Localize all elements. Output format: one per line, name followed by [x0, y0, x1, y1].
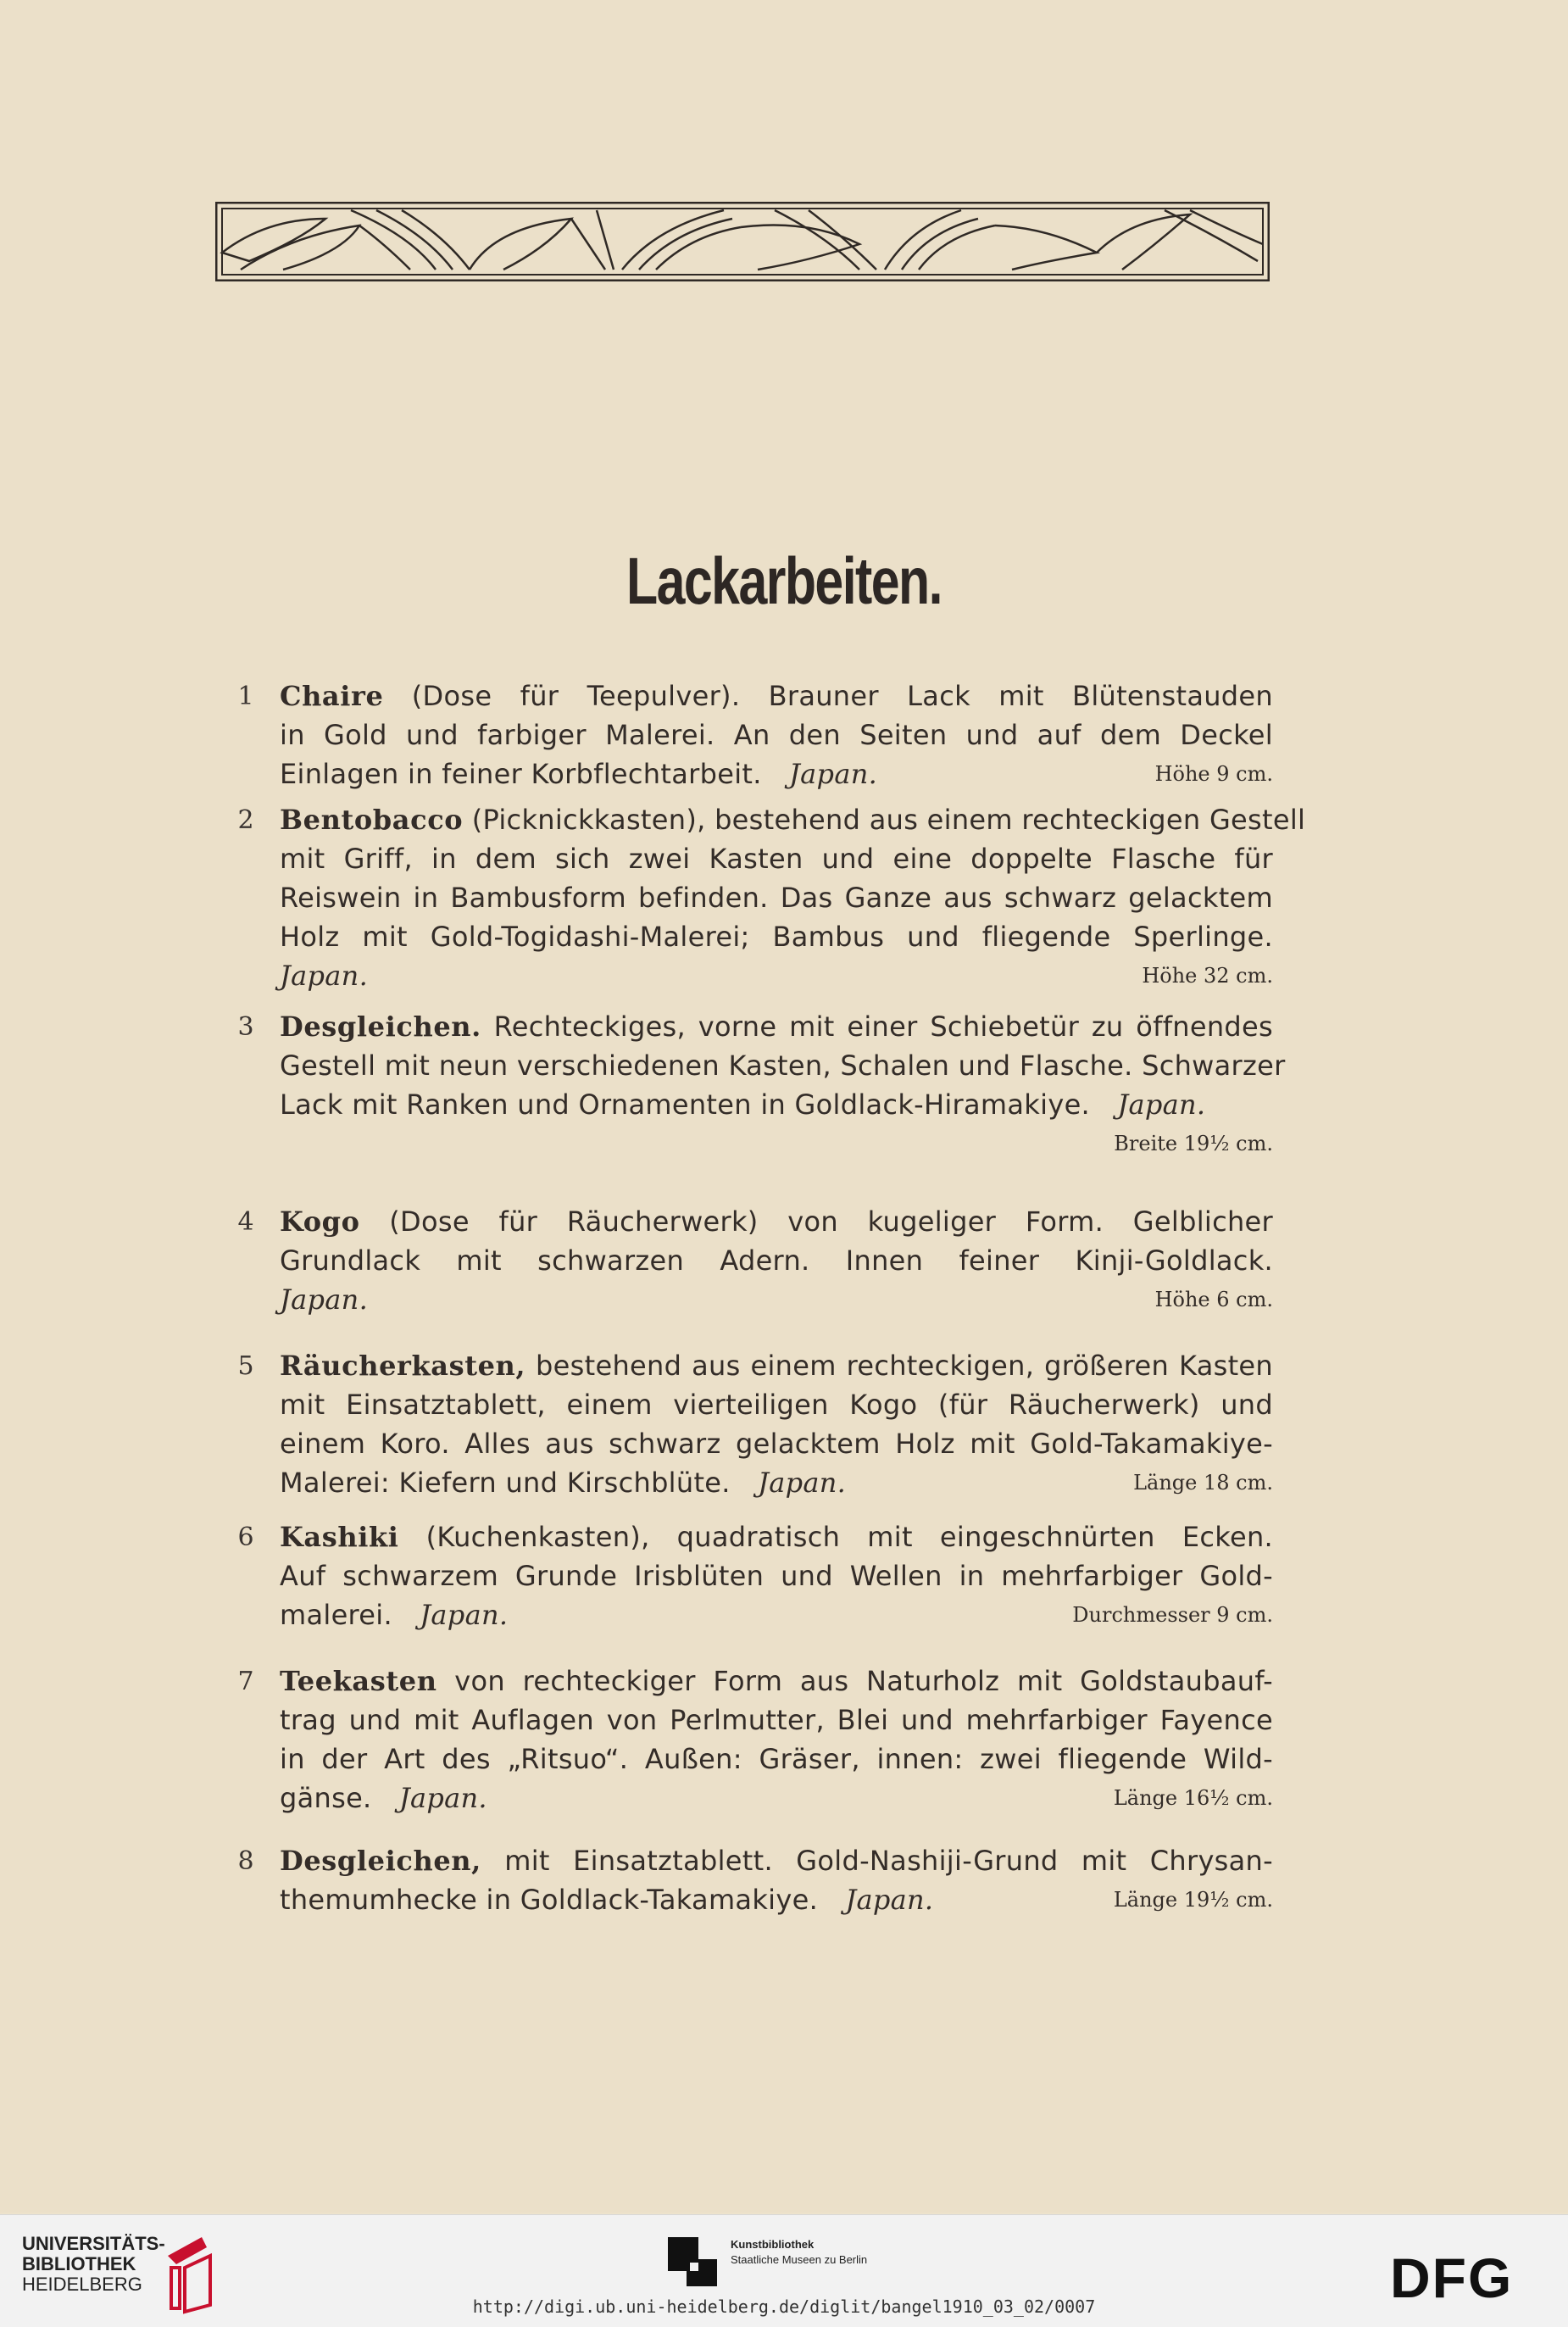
entry-measurement: Länge 16½ cm. — [1113, 1786, 1273, 1810]
entry-origin: Japan. — [280, 1283, 369, 1316]
entry-text: Gestell mit neun verschiedenen Kasten, Schalen und Flasche. Schwarzer — [280, 1049, 1286, 1082]
kunstbibliothek-logo-icon[interactable] — [668, 2237, 717, 2286]
entry-text-line — [280, 1701, 1273, 1740]
page-title: Lackarbeiten. — [626, 543, 942, 618]
entry-text: Rechteckiges, vorne mit einer Schiebetür zu öffnendes — [481, 1010, 1273, 1043]
entry-text: bestehend aus einem rechteckigen, größeren Kasten — [525, 1350, 1273, 1382]
entry-number: 4 — [237, 1207, 254, 1237]
entry-measurement: Durchmesser 9 cm. — [1072, 1603, 1273, 1627]
entry-keyword: Desgleichen. — [280, 1010, 481, 1043]
entry-text-line — [280, 754, 1273, 793]
entry-origin: Japan. — [420, 1599, 509, 1631]
entry-text: Holz mit Gold-Togidashi-Malerei; Bambus und fliegende Sperlinge. — [280, 921, 1273, 953]
entry-measurement: Höhe 32 cm. — [1142, 964, 1273, 988]
entry-measurement: Länge 19½ cm. — [1113, 1888, 1273, 1912]
entry-keyword: Kashiki — [280, 1521, 399, 1553]
entry-text-line — [280, 1385, 1273, 1424]
dfg-logo[interactable]: DFG — [1390, 2246, 1514, 2309]
entry-text-line — [280, 1662, 1273, 1701]
entry-text: malerei. — [280, 1599, 392, 1631]
entry-origin: Japan. — [280, 960, 369, 992]
entry-text: trag und mit Auflagen von Perlmutter, Blei und mehrfarbiger Fayence — [280, 1704, 1273, 1736]
entry-text-line — [280, 878, 1273, 917]
entry-keyword: Räucherkasten, — [280, 1350, 526, 1382]
entry-text: einem Koro. Alles aus schwarz gelacktem Holz mit Gold-Takamakiye- — [280, 1428, 1273, 1460]
entry-origin: Japan. — [845, 1884, 934, 1916]
entry-text: (Picknickkasten), bestehend aus einem rechteckigen Gestell — [463, 804, 1306, 836]
entry-number: 1 — [237, 682, 254, 711]
entry-text: (Dose für Räucherwerk) von kugeliger Form. Gelblicher — [359, 1205, 1273, 1238]
entry-text: in der Art des „Ritsuo“. Außen: Gräser, innen: zwei fliegende Wild- — [280, 1743, 1273, 1775]
entry-number: 5 — [237, 1351, 254, 1381]
entry-text-line — [280, 1463, 1273, 1502]
entry-measurement: Länge 18 cm. — [1133, 1471, 1273, 1495]
entry-text-line — [280, 1241, 1273, 1280]
entry-measurement: Höhe 6 cm. — [1154, 1288, 1273, 1311]
entry-origin: Japan. — [398, 1782, 487, 1814]
uni-logo-line: HEIDELBERG — [22, 2274, 142, 2295]
entry-text: Reiswein in Bambusform befinden. Das Ganze aus schwarz gelacktem — [280, 882, 1273, 914]
entry-number: 3 — [237, 1012, 254, 1042]
entry-measurement: Höhe 9 cm. — [1154, 762, 1273, 786]
entry-text: themumhecke in Goldlack-Takamakiye. — [280, 1884, 819, 1916]
entry-text-line — [280, 1046, 1286, 1085]
entry-text: gänse. — [280, 1782, 372, 1814]
entry-text-line — [280, 1202, 1273, 1241]
uni-logo-line: UNIVERSITÄTS- — [22, 2233, 165, 2254]
entry-text-line — [280, 800, 1306, 839]
entry-text-line — [280, 1517, 1273, 1556]
university-library-logo[interactable] — [22, 2234, 165, 2295]
entry-text-line — [280, 1424, 1273, 1463]
entry-text-line — [280, 839, 1273, 878]
entry-text: mit Einsatztablett, einem vierteiligen Kogo (für Räucherwerk) und — [280, 1389, 1273, 1421]
entry-number: 7 — [237, 1667, 254, 1696]
entry-text: Grundlack mit schwarzen Adern. Innen feiner Kinji-Goldlack. — [280, 1244, 1273, 1277]
entry-number: 2 — [237, 805, 254, 835]
entry-text-line — [280, 1346, 1273, 1385]
footer-bar — [0, 2214, 1568, 2327]
entry-text-line — [280, 676, 1273, 715]
entry-text-line — [280, 1841, 1273, 1880]
entry-text: in Gold und farbiger Malerei. An den Seiten und auf dem Deckel — [280, 719, 1273, 751]
permalink-url[interactable]: http://digi.ub.uni-heidelberg.de/diglit/bangel1910_03_02/0007 — [472, 2296, 1096, 2317]
uni-logo-line: BIBLIOTHEK — [22, 2253, 136, 2274]
kunstbibliothek-label — [731, 2237, 867, 2268]
entry-origin: Japan. — [1117, 1088, 1206, 1121]
entry-text: (Dose für Teepulver). Brauner Lack mit Blütenstauden — [383, 680, 1273, 712]
entry-number: 8 — [237, 1846, 254, 1876]
entry-text-line — [280, 956, 1273, 995]
entry-keyword: Chaire — [280, 680, 384, 712]
entry-origin: Japan. — [758, 1467, 847, 1499]
entry-text: Lack mit Ranken und Ornamenten in Goldlack-Hiramakiye. — [280, 1088, 1091, 1121]
entry-measurement: Breite 19½ cm. — [1114, 1132, 1273, 1155]
entry-number: 6 — [237, 1523, 254, 1552]
entry-text: Malerei: Kiefern und Kirschblüte. — [280, 1467, 731, 1499]
entry-text: mit Einsatztablett. Gold-Nashiji-Grund mit Chrysan- — [481, 1845, 1273, 1877]
entry-text-line — [280, 715, 1273, 754]
art-nouveau-border-ornament — [215, 202, 1270, 281]
entry-text-line — [280, 1740, 1273, 1779]
kb-line: Staatliche Museen zu Berlin — [731, 2253, 868, 2266]
entry-text: mit Griff, in dem sich zwei Kasten und eine doppelte Flasche für — [280, 843, 1273, 875]
kb-line: Kunstbibliothek — [731, 2238, 815, 2251]
entry-text: Auf schwarzem Grunde Irisblüten und Wellen in mehrfarbiger Gold- — [280, 1560, 1273, 1592]
entry-origin: Japan. — [789, 758, 878, 790]
entry-text: Einlagen in feiner Korbflechtarbeit. — [280, 758, 762, 790]
entry-text-line — [280, 1280, 1273, 1319]
entry-text-line — [280, 1007, 1273, 1046]
entry-text-line — [280, 917, 1273, 956]
entry-keyword: Bentobacco — [280, 804, 464, 836]
entry-keyword: Desgleichen, — [280, 1845, 481, 1877]
entry-text-line — [280, 1085, 1273, 1124]
entry-keyword: Kogo — [280, 1205, 360, 1238]
entry-text: (Kuchenkasten), quadratisch mit eingeschnürten Ecken. — [398, 1521, 1273, 1553]
entry-keyword: Teekasten — [280, 1665, 437, 1697]
entry-text: von rechteckiger Form aus Naturholz mit Goldstaubauf- — [436, 1665, 1273, 1697]
entry-text-line — [280, 1556, 1273, 1595]
